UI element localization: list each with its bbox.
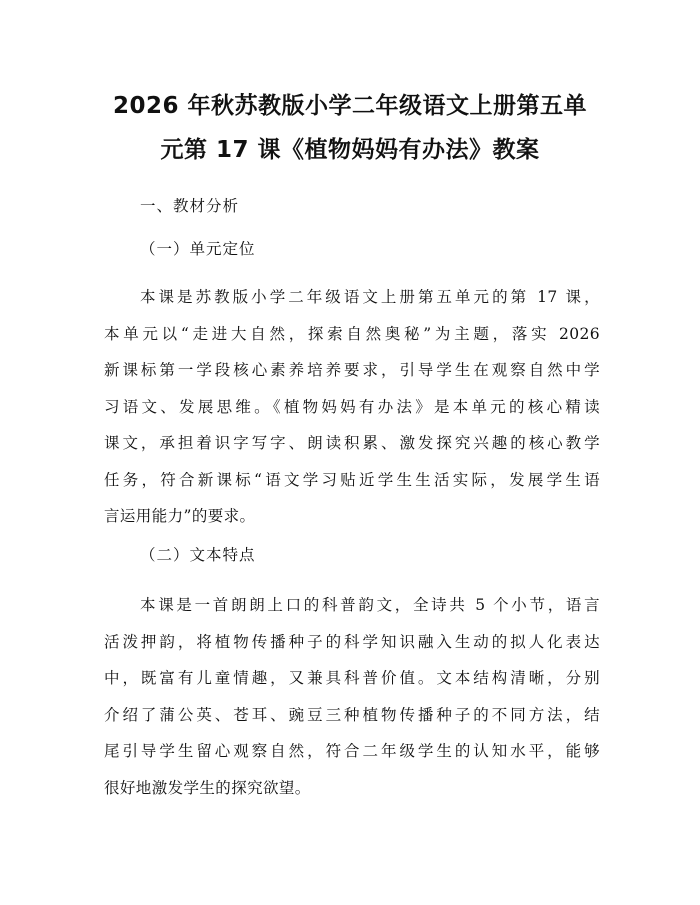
subsection-heading-unit-positioning: （一）单元定位: [140, 240, 256, 258]
paragraph-line: 言运用能力”的要求。: [104, 507, 256, 525]
paragraph-line: 中，既富有儿童情趣，又兼具科普价值。文本结构清晰，分别: [104, 669, 600, 687]
paragraph-line: 介绍了蒲公英、苍耳、豌豆三种植物传播种子的不同方法，结: [104, 705, 600, 724]
section-heading-textbook-analysis: 一、教材分析: [140, 197, 240, 215]
paragraph-line: 课文，承担着识字写字、朗读积累、激发探究兴趣的核心教学: [104, 434, 600, 452]
paragraph-line: 本单元以“走进大自然，探索自然奥秘”为主题，落实 2026: [104, 324, 600, 343]
paragraph-line: 习语文、发展思维。《植物妈妈有办法》是本单元的核心精读: [104, 397, 600, 416]
document-title-line-2: 元第 17 课《植物妈妈有办法》教案: [160, 137, 540, 163]
subsection-heading-text-features: （二）文本特点: [140, 546, 256, 564]
paragraph-unit-positioning: [104, 279, 600, 535]
paragraph-text-features: [104, 587, 600, 806]
paragraph-line: 本课是一首朗朗上口的科普韵文，全诗共 5 个小节，语言: [140, 596, 600, 614]
paragraph-line: 新课标第一学段核心素养培养要求，引导学生在观察自然中学: [104, 361, 600, 379]
paragraph-line: 活泼押韵，将植物传播种子的科学知识融入生动的拟人化表达: [104, 632, 600, 651]
paragraph-line: 任务，符合新课标“语文学习贴近学生生活实际，发展学生语: [104, 470, 600, 489]
paragraph-line: 尾引导学生留心观察自然，符合二年级学生的认知水平，能够: [104, 742, 600, 760]
paragraph-line: 很好地激发学生的探究欲望。: [104, 778, 311, 797]
document-title-line-1: 2026 年秋苏教版小学二年级语文上册第五单: [112, 93, 588, 119]
paragraph-line: 本课是苏教版小学二年级语文上册第五单元的第 17 课，: [140, 288, 600, 306]
